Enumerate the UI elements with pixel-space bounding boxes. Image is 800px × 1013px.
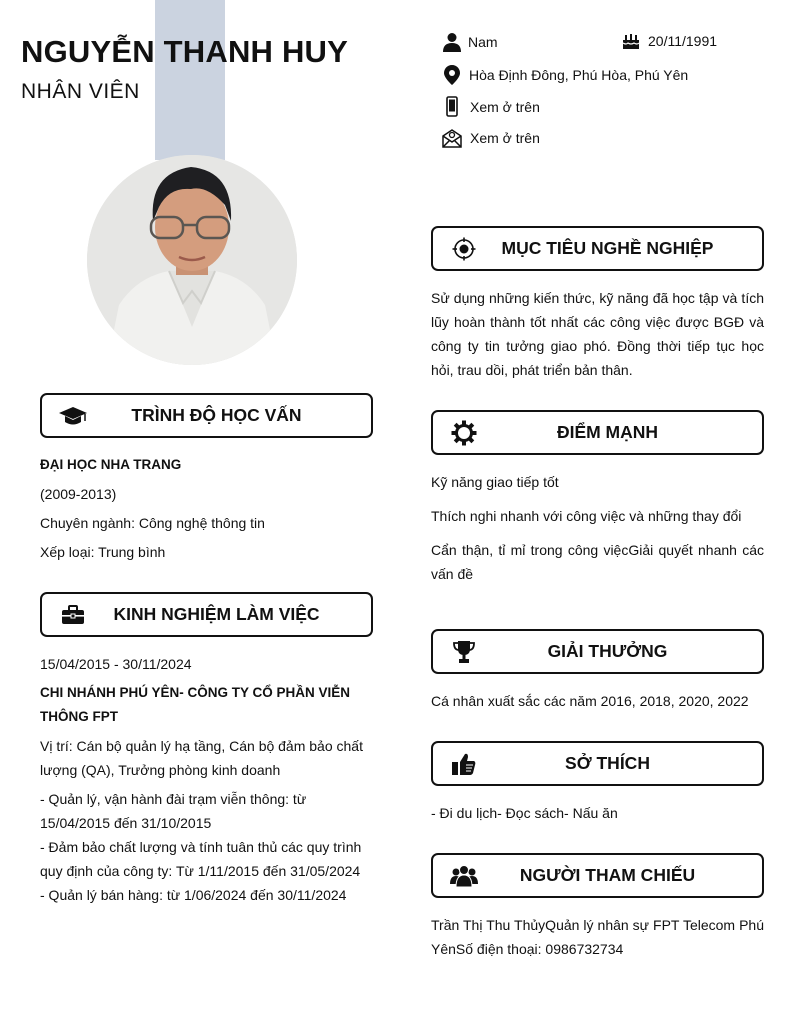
experience-duties <box>40 787 370 907</box>
phone-value: Xem ở trên <box>470 99 540 115</box>
birthdate-value: 20/11/1991 <box>648 33 718 49</box>
gender-value: Nam <box>468 34 498 50</box>
mobile-phone-icon <box>445 96 459 118</box>
education-major: Chuyên ngành: Công nghệ thông tin <box>40 515 265 531</box>
references-heading: NGƯỜI THAM CHIẾU <box>519 865 696 885</box>
references-text: Trần Thị Thu ThủyQuản lý nhân sự FPT Telecom Phú YênSố điện thoại: 0986732734 <box>431 917 764 957</box>
experience-section-header <box>40 592 373 637</box>
email-value: Xem ở trên <box>470 130 540 146</box>
graduation-cap-icon <box>58 403 88 429</box>
contact-address <box>443 64 688 86</box>
trophy-icon <box>449 639 479 665</box>
experience-heading: KINH NGHIỆM LÀM VIỆC <box>113 604 320 624</box>
experience-company: CHI NHÁNH PHÚ YÊN- CÔNG TY CỔ PHẦN VIỄN THÔNG FPT <box>40 685 351 724</box>
objective-text: Sử dụng những kiến thức, kỹ năng đã học tập và tích lũy hoàn thành tốt nhất các công việc được BGĐ và công ty tin tưởng giao phó. Đồng thời tiếp tục học hỏi, trau dồi, phát triển bản thân. <box>431 290 764 378</box>
contact-birthdate <box>622 32 717 50</box>
header-accent-bar <box>155 0 225 160</box>
education-school: ĐẠI HỌC NHA TRANG <box>40 457 182 472</box>
experience-duty-item: - Đảm bảo chất lượng và tính tuân thủ các quy trình quy định của công ty: Từ 1/11/2015 đến 31/05/2024 <box>40 839 362 879</box>
candidate-job-title: NHÂN VIÊN <box>21 80 140 103</box>
candidate-name: NGUYỄN THANH HUY <box>21 34 348 69</box>
contact-phone <box>445 96 540 118</box>
strengths-section-header <box>431 410 764 455</box>
experience-position: Vị trí: Cán bộ quản lý hạ tầng, Cán bộ đảm bảo chất lượng (QA), Trưởng phòng kinh doanh <box>40 738 363 778</box>
contact-gender <box>442 32 498 52</box>
awards-section-header <box>431 629 764 674</box>
hobbies-heading: SỞ THÍCH <box>565 753 650 773</box>
briefcase-icon <box>58 602 88 628</box>
location-pin-icon <box>443 64 461 86</box>
gear-icon <box>449 420 479 446</box>
references-section-header <box>431 853 764 898</box>
target-crosshair-icon <box>449 236 479 262</box>
experience-duty-item: - Quản lý, vận hành đài trạm viễn thông: từ 15/04/2015 đến 31/10/2015 <box>40 791 307 831</box>
education-grade: Xếp loại: Trung bình <box>40 544 166 560</box>
education-period: (2009-2013) <box>40 486 117 502</box>
people-group-icon <box>449 863 479 889</box>
education-heading: TRÌNH ĐỘ HỌC VẤN <box>131 405 302 425</box>
birthday-cake-icon <box>622 32 640 50</box>
strength-item: Thích nghi nhanh với công việc và những thay đổi <box>431 508 742 524</box>
strength-item: Kỹ năng giao tiếp tốt <box>431 474 559 490</box>
hobbies-section-header <box>431 741 764 786</box>
objective-heading: MỤC TIÊU NGHỀ NGHIỆP <box>501 238 714 258</box>
education-section-header <box>40 393 373 438</box>
person-icon <box>442 32 462 52</box>
email-envelope-icon <box>442 128 462 148</box>
portrait-illustration <box>87 155 297 365</box>
awards-text: Cá nhân xuất sắc các năm 2016, 2018, 2020, 2022 <box>431 693 749 709</box>
strength-item: Cẩn thận, tỉ mỉ trong công việcGiải quyết nhanh các vấn đề <box>431 542 764 582</box>
strengths-heading: ĐIỂM MẠNH <box>556 422 659 442</box>
hobbies-text: - Đi du lịch- Đọc sách- Nấu ăn <box>431 805 618 821</box>
contact-email <box>442 128 540 148</box>
objective-section-header <box>431 226 764 271</box>
address-value: Hòa Định Đông, Phú Hòa, Phú Yên <box>469 67 689 83</box>
profile-photo <box>87 155 297 365</box>
experience-period: 15/04/2015 - 30/11/2024 <box>40 656 192 672</box>
experience-duty-item: - Quản lý bán hàng: từ 1/06/2024 đến 30/11/2024 <box>40 887 347 903</box>
awards-heading: GIẢI THƯỞNG <box>547 641 668 661</box>
thumbs-up-icon <box>449 751 479 777</box>
